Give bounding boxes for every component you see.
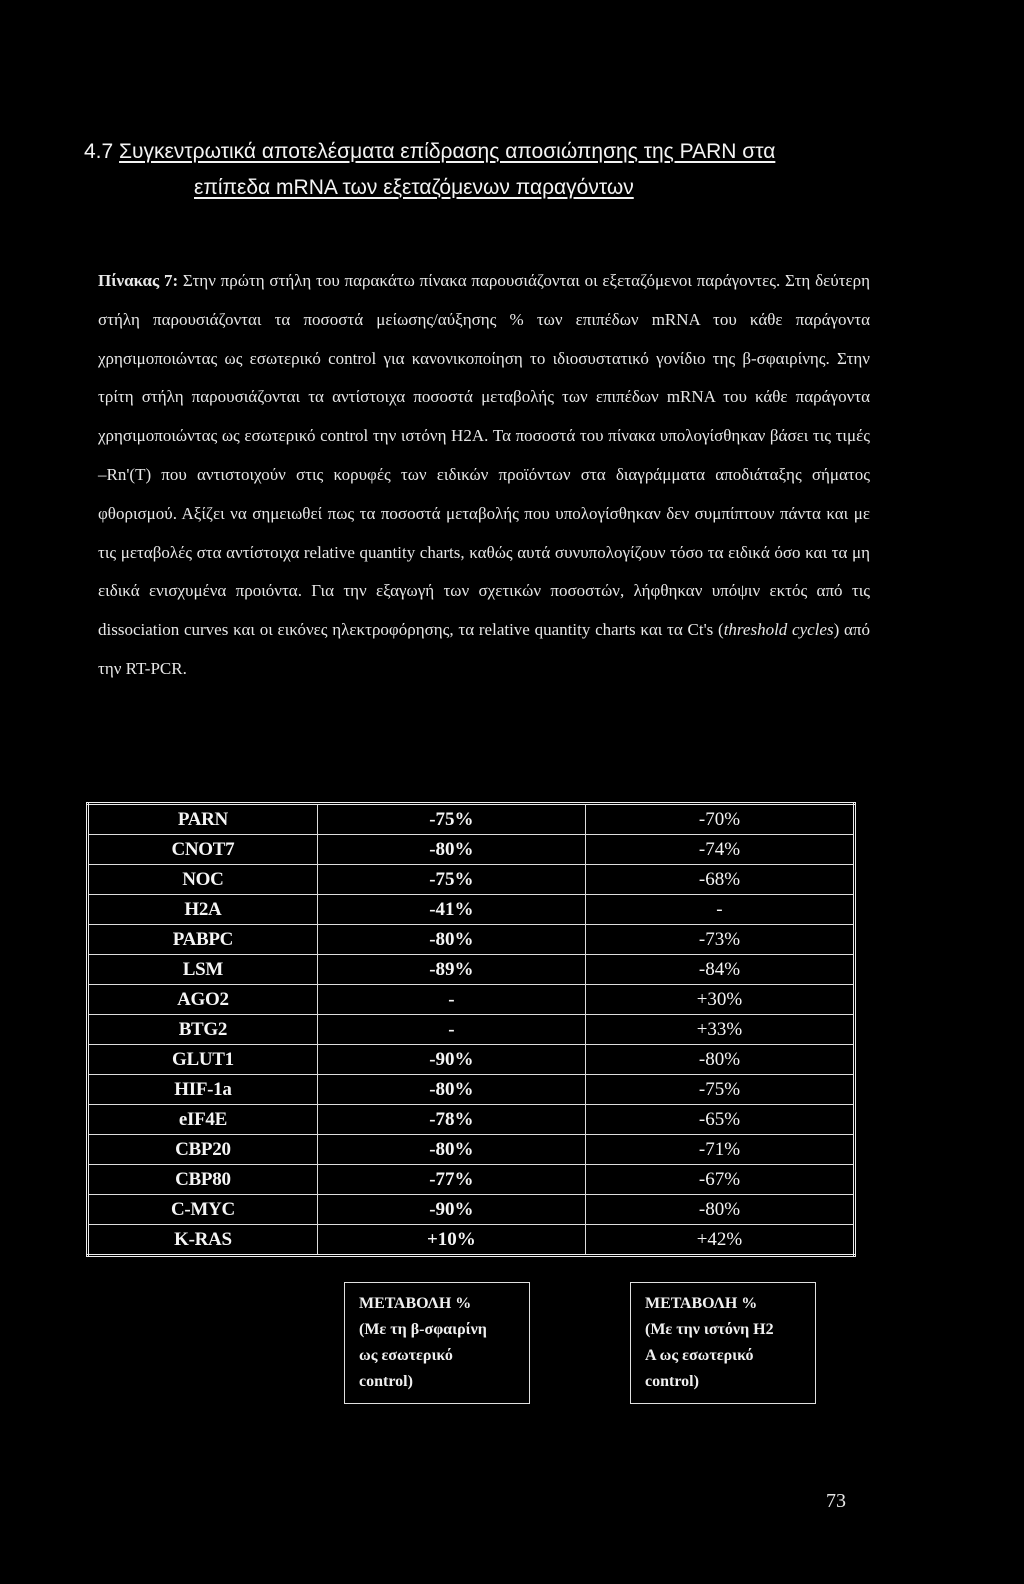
beta-globin-change-cell: -80% — [317, 925, 585, 955]
gene-cell: CBP80 — [88, 1165, 318, 1195]
table-caption — [98, 262, 870, 689]
page-number: 73 — [826, 1490, 846, 1512]
legend-beta-globin — [344, 1282, 530, 1404]
table-row — [88, 1135, 855, 1165]
legend-line: (Με την ιστόνη H2 — [645, 1321, 774, 1338]
gene-cell: C-MYC — [88, 1195, 318, 1225]
gene-cell: PABPC — [88, 925, 318, 955]
h2a-change-cell: -84% — [585, 955, 854, 985]
section-number: 4.7 — [84, 140, 114, 163]
beta-globin-change-cell: -77% — [317, 1165, 585, 1195]
legend-line: control) — [645, 1373, 699, 1390]
beta-globin-change-cell: +10% — [317, 1225, 585, 1256]
beta-globin-change-cell: - — [317, 1015, 585, 1045]
legend-h2a — [630, 1282, 816, 1404]
h2a-change-cell: -71% — [585, 1135, 854, 1165]
gene-cell: CNOT7 — [88, 835, 318, 865]
beta-globin-change-cell: -89% — [317, 955, 585, 985]
beta-globin-change-cell: -78% — [317, 1105, 585, 1135]
legend-line: ΜΕΤΑΒΟΛΗ % — [645, 1295, 758, 1312]
table-row — [88, 1195, 855, 1225]
caption-text-1: Στην πρώτη στήλη του παρακάτω πίνακα παρουσιάζονται οι εξεταζόμενοι παράγοντες. Στη δεύτερη στήλη παρουσιάζονται τα ποσοστά μείωσης/αύξησης % των επιπέδων mRNA του κάθε παράγοντα χρησιμοποιώντας ως εσωτερικό control για κανονικοποίηση το ιδιοσυστατικό γονίδιο της β-σφαιρίνης. Στην τρίτη στήλη παρουσιάζονται τα αντίστοιχα ποσοστά μεταβολής των επιπέδων mRNA του κάθε παράγοντα χρησιμοποιώντας ως εσωτερικό control την ιστόνη H2A. Τα ποσοστά του πίνακα υπολογίσθηκαν βάσει τις τιμές –Rn'(T) που αντιστοιχούν στις κορυφές των ειδικών προϊόντων στα διαγράμματα αποδιάταξης σήματος φθορισμού. Αξίζει να σημειωθεί πως τα ποσοστά μεταβολής που υπολογίσθηκαν δεν συμπίπτουν πάντα και με τις μεταβολές στα αντίστοιχα relative quantity charts, καθώς αυτά συνυπολογίζουν τόσο τα ειδικά όσο και τα μη ειδικά ενισχυμένα προιόντα. Για την εξαγωγή των σχετικών ποσοστών, λήφθηκαν υπόψιν εκτός από τις dissociation curves και οι εικόνες ηλεκτροφόρησης, τα relative quantity charts και τα Ct's ( — [98, 271, 870, 640]
gene-cell: LSM — [88, 955, 318, 985]
h2a-change-cell: +42% — [585, 1225, 854, 1256]
gene-cell: PARN — [88, 804, 318, 835]
results-table — [86, 802, 856, 1257]
legend-line: control) — [359, 1373, 413, 1390]
legend-line: ως εσωτερικό — [359, 1347, 453, 1364]
gene-cell: eIF4E — [88, 1105, 318, 1135]
table-row — [88, 1165, 855, 1195]
gene-cell: CBP20 — [88, 1135, 318, 1165]
table-row — [88, 985, 855, 1015]
beta-globin-change-cell: -90% — [317, 1045, 585, 1075]
h2a-change-cell: -65% — [585, 1105, 854, 1135]
section-title — [84, 134, 904, 206]
h2a-change-cell: -68% — [585, 865, 854, 895]
beta-globin-change-cell: -80% — [317, 1075, 585, 1105]
gene-cell: NOC — [88, 865, 318, 895]
caption-label: Πίνακας 7: — [98, 271, 179, 290]
table-row — [88, 1225, 855, 1256]
section-title-line2: επίπεδα mRNA των εξεταζόμενων παραγόντων — [194, 176, 634, 199]
table-row — [88, 835, 855, 865]
h2a-change-cell: - — [585, 895, 854, 925]
gene-cell: AGO2 — [88, 985, 318, 1015]
legend-line: ΜΕΤΑΒΟΛΗ % — [359, 1295, 472, 1312]
h2a-change-cell: -73% — [585, 925, 854, 955]
legend-line: (Με τη β-σφαιρίνη — [359, 1321, 487, 1338]
table-row — [88, 1105, 855, 1135]
section-title-line1: Συγκεντρωτικά αποτελέσματα επίδρασης αποσιώπησης της PARN στα — [119, 140, 776, 163]
gene-cell: K-RAS — [88, 1225, 318, 1256]
beta-globin-change-cell: -80% — [317, 1135, 585, 1165]
legend-line: A ως εσωτερικό — [645, 1347, 754, 1364]
h2a-change-cell: +33% — [585, 1015, 854, 1045]
beta-globin-change-cell: -80% — [317, 835, 585, 865]
table-row — [88, 865, 855, 895]
table-row — [88, 1075, 855, 1105]
gene-cell: HIF-1a — [88, 1075, 318, 1105]
beta-globin-change-cell: -75% — [317, 865, 585, 895]
h2a-change-cell: -80% — [585, 1195, 854, 1225]
beta-globin-change-cell: -75% — [317, 804, 585, 835]
caption-italic: threshold cycles — [723, 620, 834, 640]
beta-globin-change-cell: -90% — [317, 1195, 585, 1225]
h2a-change-cell: -70% — [585, 804, 854, 835]
h2a-change-cell: -80% — [585, 1045, 854, 1075]
table-row — [88, 1045, 855, 1075]
table-row — [88, 895, 855, 925]
gene-cell: BTG2 — [88, 1015, 318, 1045]
beta-globin-change-cell: - — [317, 985, 585, 1015]
h2a-change-cell: -74% — [585, 835, 854, 865]
gene-cell: H2A — [88, 895, 318, 925]
table-row — [88, 1015, 855, 1045]
table-row — [88, 925, 855, 955]
caption-text-2: ) από την RT-PCR. — [98, 620, 870, 678]
gene-cell: GLUT1 — [88, 1045, 318, 1075]
h2a-change-cell: -67% — [585, 1165, 854, 1195]
beta-globin-change-cell: -41% — [317, 895, 585, 925]
h2a-change-cell: -75% — [585, 1075, 854, 1105]
table-row — [88, 804, 855, 835]
h2a-change-cell: +30% — [585, 985, 854, 1015]
table-row — [88, 955, 855, 985]
